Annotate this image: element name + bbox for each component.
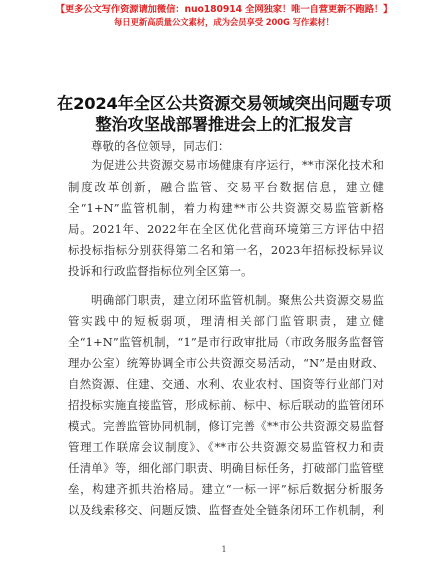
page-number: 1 — [221, 545, 227, 554]
paragraph2-line: 自然资源、住建、交通、水利、农业农村、国资等行业部门对 — [68, 377, 384, 391]
salutation: 尊敬的各位领导，同志们： — [91, 139, 230, 153]
paragraph2-line: 招投标实施直接监管，形成标前、标中、标后联动的监管闭环 — [68, 398, 384, 412]
paragraph1-line: 标投标指标分别获得第二名和第一名，2023年招标投标异议 — [68, 243, 384, 257]
paragraph1-line: 为促进公共资源交易市场健康有序运行，**市深化技术和 — [91, 158, 384, 172]
document-title-line1: 在2024年全区公共资源交易领域突出问题专项 — [57, 94, 391, 113]
paragraph1-line: 局。2021年、2022年在全区优化营商环境第三方评估中招 — [68, 222, 384, 236]
paragraph2-line: 任清单》等，细化部门职责、明确目标任务，打破部门监管壁 — [68, 461, 384, 475]
paragraph2-line: 全“1+N”监管机制，“1”是市行政审批局（市政务服务监督管 — [68, 335, 384, 349]
paragraph2-line: 以及线索移交、问题反馈、监督查处全链条闭环工作机制，利 — [68, 503, 384, 517]
paragraph2-line: 管实践中的短板弱项，理清相关部门监管职责，建立健 — [68, 314, 384, 328]
paragraph2-line: 明确部门职责，建立闭环监管机制。聚焦公共资源交易监 — [91, 293, 384, 307]
paragraph2-line: 垒，构建齐抓共治格局。建立“一标一评”标后数据分析服务 — [68, 482, 384, 496]
paragraph1-line: 制度改革创新，融合监管、交易平台数据信息，建立健 — [68, 180, 384, 194]
promo-banner-line1: 【更多公文写作资源请加微信：nuo180914 全网独家！唯一自营更新不跑路！】 — [55, 4, 393, 15]
paragraph1-line: 投诉和行政监督指标位列全区第一。 — [68, 264, 253, 278]
promo-banner — [0, 4, 448, 28]
paragraph2-line: 模式。完善监管协同机制，修订完善《**市公共资源交易监督 — [68, 419, 384, 433]
promo-banner-line2: 每日更新高质量公文素材，成为会员享受 200G 写作素材！ — [114, 17, 334, 27]
paragraph1-line: 全“1+N”监管机制，着力构建**市公共资源交易监管新格 — [68, 201, 384, 215]
document-title-line2: 整治攻坚战部署推进会上的汇报发言 — [95, 115, 353, 134]
paragraph2-line: 管理工作联席会议制度》、《**市公共资源交易监管权力和责 — [68, 440, 384, 454]
paragraph2-line: 理办公室）统筹协调全市公共资源交易活动，“N”是由财政、 — [68, 356, 384, 370]
